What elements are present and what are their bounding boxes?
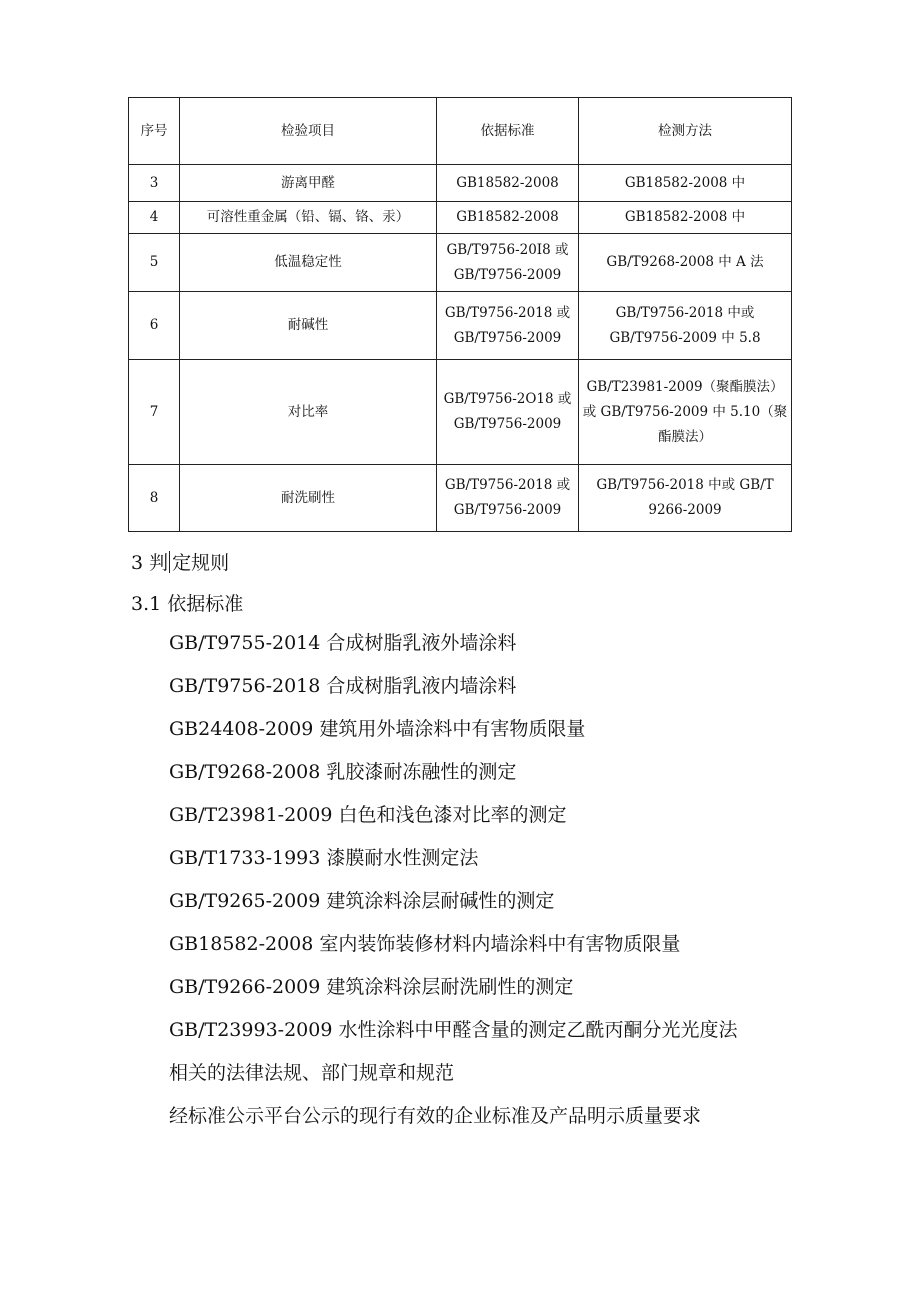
list-item: GB/T9266-2009 建筑涂料涂层耐洗刷性的测定 <box>169 976 574 998</box>
table-row <box>129 292 792 360</box>
standard-line: GB18582-2008 <box>456 209 559 225</box>
cell-method <box>579 202 792 234</box>
cell-item: 耐碱性 <box>180 292 437 360</box>
cell-no: 5 <box>129 234 180 292</box>
section-3-1-heading: 3.1 依据标准 <box>131 593 244 615</box>
list-item: GB/T1733-1993 漆膜耐水性测定法 <box>169 847 479 869</box>
method-line: GB/T9756-2009 中 5.8 <box>609 329 761 346</box>
standard-line: GB/T9756-2009 <box>453 502 562 518</box>
standard-line: GB/T9756-2009 <box>453 416 562 432</box>
cell-method <box>579 360 792 465</box>
cell-item: 耐洗刷性 <box>180 465 437 532</box>
standard-line: GB/T9756-2O18 或 <box>443 391 572 407</box>
cell-no: 7 <box>129 360 180 465</box>
cell-no: 4 <box>129 202 180 234</box>
method-line: GB18582-2008 中 <box>624 209 746 225</box>
method-line: GB/T9268-2008 中 A 法 <box>606 254 764 270</box>
inspection-table <box>128 97 792 532</box>
cell-standard <box>437 234 579 292</box>
list-item: GB/T23981-2009 白色和浅色漆对比率的测定 <box>169 804 567 826</box>
list-item: GB18582-2008 室内装饰装修材料内墙涂料中有害物质限量 <box>169 933 681 955</box>
standard-line: GB/T9756-20I8 或 <box>446 241 569 258</box>
table-row <box>129 202 792 234</box>
standard-line: GB/T9756-2009 <box>453 266 562 283</box>
table-border-fragment <box>169 551 170 573</box>
header-standard: 依据标准 <box>437 98 579 165</box>
list-item: 相关的法律法规、部门规章和规范 <box>169 1062 455 1084</box>
cell-item: 对比率 <box>180 360 437 465</box>
method-line: GB/T23981-2009（聚酯膜法） <box>586 378 784 395</box>
header-item: 检验项目 <box>180 98 437 165</box>
list-item: GB/T9268-2008 乳胶漆耐冻融性的测定 <box>169 761 517 783</box>
list-item: GB/T9756-2018 合成树脂乳液内墙涂料 <box>169 675 517 697</box>
cell-no: 8 <box>129 465 180 532</box>
standard-line: GB18582-2008 <box>456 174 559 191</box>
method-line: 或 GB/T9756-2009 中 5.10（聚 <box>582 403 788 420</box>
table-row <box>129 234 792 292</box>
list-item: GB/T9755-2014 合成树脂乳液外墙涂料 <box>169 632 517 654</box>
cell-method <box>579 292 792 360</box>
header-method: 检测方法 <box>579 98 792 165</box>
section-3-title: 定规则 <box>172 552 230 574</box>
reference-list <box>169 630 737 1146</box>
header-no: 序号 <box>129 98 180 165</box>
list-item: GB/T9265-2009 建筑涂料涂层耐碱性的测定 <box>169 890 555 912</box>
cell-item: 低温稳定性 <box>180 234 437 292</box>
cell-standard <box>437 165 579 202</box>
table-row <box>129 465 792 532</box>
table-row <box>129 165 792 202</box>
method-line: 酯膜法） <box>658 428 712 445</box>
cell-standard <box>437 292 579 360</box>
standard-line: GB/T9756-2018 或 <box>444 477 571 493</box>
cell-method <box>579 465 792 532</box>
cell-no: 6 <box>129 292 180 360</box>
method-line: GB18582-2008 中 <box>624 174 746 191</box>
list-item: GB/T23993-2009 水性涂料中甲醛含量的测定乙酰丙酮分光光度法 <box>169 1019 738 1041</box>
cell-method <box>579 234 792 292</box>
method-line: GB/T9756-2018 中或 GB/T <box>596 477 774 493</box>
cell-item: 游离甲醛 <box>180 165 437 202</box>
cell-no: 3 <box>129 165 180 202</box>
cell-method <box>579 165 792 202</box>
table-header-row <box>129 98 792 165</box>
cell-standard <box>437 202 579 234</box>
section-3-heading <box>131 548 229 575</box>
method-line: GB/T9756-2018 中或 <box>615 304 755 321</box>
cell-standard <box>437 465 579 532</box>
list-item: GB24408-2009 建筑用外墙涂料中有害物质限量 <box>169 718 586 740</box>
section-3-number: 3 判 <box>131 552 169 574</box>
cell-standard <box>437 360 579 465</box>
method-line: 9266-2009 <box>648 502 722 518</box>
standard-line: GB/T9756-2009 <box>453 329 562 346</box>
list-item: 经标准公示平台公示的现行有效的企业标准及产品明示质量要求 <box>169 1105 702 1127</box>
cell-item: 可溶性重金属（铅、镉、铬、汞） <box>180 202 437 234</box>
table-row <box>129 360 792 465</box>
standard-line: GB/T9756-2018 或 <box>444 304 571 321</box>
